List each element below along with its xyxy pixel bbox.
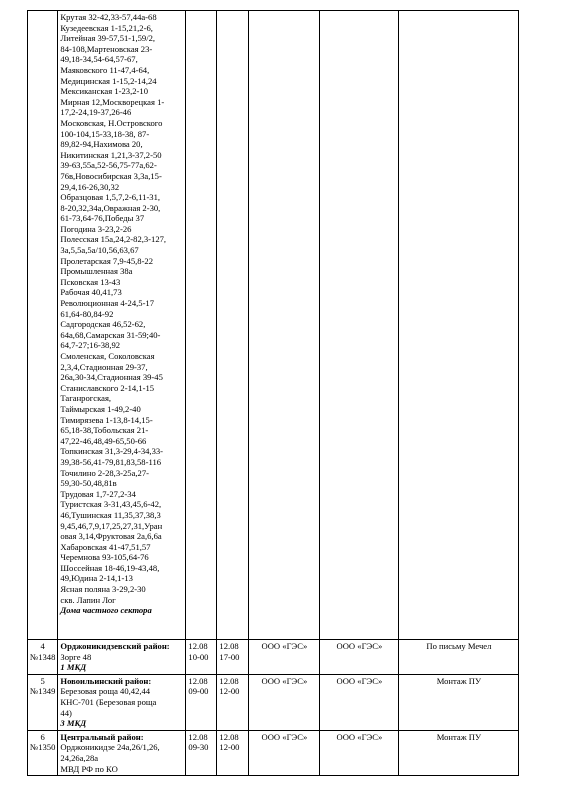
street-line: Рабочая 40,41,73: [60, 287, 122, 298]
street-line: 9,45,46,7,9,17,25,27,31,Уран: [60, 520, 163, 531]
street-line: Литейная 39-57,51-1,59/2,: [60, 33, 156, 44]
address-cell: [58, 11, 186, 640]
street-line: 39-63,55а,52-56,75-77а,62-: [60, 160, 157, 171]
street-line: 47,22-46,48,49-65,50-66: [60, 435, 147, 446]
street-line: Таганрогская,: [60, 393, 112, 404]
end-time: 12-00: [219, 742, 240, 753]
street-line: Пролетарская 7,9-45,8-22: [60, 255, 154, 266]
note-cell: [399, 730, 519, 775]
note-cell: [399, 674, 519, 730]
start-date: 12.08: [188, 731, 208, 742]
start-time: 09-30: [188, 742, 209, 753]
street-line: 2,3,4,Стадионная 29-37,: [60, 361, 148, 372]
street-line: 29,4,16-26,30,32: [60, 181, 120, 192]
address-line: 44): [60, 707, 72, 718]
end-date: 12.08: [219, 675, 239, 686]
street-line: Крутая 32-42,33-57,44а-68: [60, 12, 157, 22]
street-line: 61,64-80,84-92: [60, 308, 114, 319]
table-row: [28, 674, 519, 730]
row-number: 5: [40, 675, 45, 686]
street-line: 65,18-38,Тобольская 21-: [60, 425, 149, 436]
street-line: 8-20,32,34а,Овражная 2-30,: [60, 202, 161, 213]
org2-cell: [320, 730, 399, 775]
address-cell: [58, 640, 186, 675]
end-cell: [217, 730, 249, 775]
address-line: 24,26а,28а: [60, 752, 99, 763]
request-id: №1349: [30, 686, 56, 697]
street-line: Черемнова 93-105,64-76: [60, 552, 149, 563]
street-line: Топкинская 31,3-29,4-34,33-: [60, 446, 164, 457]
address-cell: [58, 674, 186, 730]
street-line: Мирная 12,Москворецкая 1-: [60, 96, 165, 107]
row-number-cell: [28, 730, 58, 775]
table-row: [28, 11, 519, 640]
start-cell: [186, 730, 217, 775]
row-number: 4: [40, 641, 45, 651]
street-line: 46,Тушинская 11,35,37,38,3: [60, 509, 161, 520]
address-line: КНС-701 (Березовая роща: [60, 696, 157, 707]
row-number: 6: [40, 731, 45, 742]
street-line: 26а,30-34,Стадионная 39-45: [60, 372, 163, 383]
organization-2: ООО «ГЭС»: [336, 731, 383, 742]
note-cell: [399, 11, 519, 640]
district-name: Новоильинский район:: [60, 675, 152, 686]
note-text: Монтаж ПУ: [436, 731, 482, 742]
org2-cell: [320, 674, 399, 730]
end-date: 12.08: [219, 641, 239, 651]
table-row: [28, 640, 519, 675]
end-date: 12.08: [219, 731, 239, 742]
row-summary: Дома частного сектора: [60, 605, 152, 616]
outage-table: [27, 10, 519, 776]
street-line: Медицинская 1-15,2-14,24: [60, 75, 157, 86]
street-line: Тимирязева 1-13,8-14,15-: [60, 414, 153, 425]
street-line: Революционная 4-24,5-17: [60, 298, 155, 309]
address-line: Орджоникидзе 24а,26/1,26,: [60, 742, 160, 753]
street-line: Смоленская, Соколовская: [60, 351, 155, 361]
district-name: Центральный район:: [60, 731, 144, 742]
street-line: Псковская 13-43: [60, 276, 121, 287]
street-line: Маяковского 11-47,4-64,: [60, 64, 150, 75]
street-line: Станиславского 2-14,1-15: [60, 382, 155, 393]
address-line: Березовая роща 40,42,44: [60, 686, 151, 697]
end-cell: [217, 640, 249, 675]
start-cell: [186, 674, 217, 730]
street-line: Шоссейная 18-46,19-43,48,: [60, 562, 160, 573]
request-id: №1350: [30, 742, 56, 753]
row-summary: 3 МКД: [60, 718, 87, 729]
street-line: Туристская 3-31,43,45,6-42,: [60, 499, 162, 510]
organization-2: ООО «ГЭС»: [336, 675, 383, 686]
note-cell: [399, 640, 519, 675]
organization: ООО «ГЭС»: [261, 641, 308, 651]
street-line: 64а,68,Самарская 31-59;40-: [60, 329, 161, 340]
street-line: Трудовая 1,7-27,2-34: [60, 488, 136, 499]
end-time: 12-00: [219, 686, 240, 697]
start-date: 12.08: [188, 675, 208, 686]
street-line: 59,30-50,48,81в: [60, 478, 117, 489]
street-line: Точилино 2-28,3-25а,27-: [60, 467, 149, 478]
street-line: Кузедеевская 1-15,21,2-6,: [60, 22, 153, 33]
address-line: МВД РФ по КО: [60, 763, 118, 774]
street-line: 49,Юдина 2-14,1-13: [60, 573, 133, 584]
street-line: скв. Лапин Лог: [60, 594, 116, 605]
org-cell: [249, 730, 320, 775]
org2-cell: [320, 11, 399, 640]
street-line: 76в,Новосибирская 3,3а,15-: [60, 170, 162, 181]
street-line: Мексиканская 1-23,2-10: [60, 86, 148, 97]
start-date: 12.08: [188, 641, 208, 651]
org-cell: [249, 674, 320, 730]
note-text: По письму Мечел: [426, 641, 492, 651]
street-line: Таймырская 1-49,2-40: [60, 403, 141, 414]
start-cell: [186, 640, 217, 675]
street-line: Полесская 15а,24,2-82,3-127,: [60, 234, 167, 245]
table-row: [28, 730, 519, 775]
request-id: №1348: [30, 651, 56, 662]
street-line: Погодина 3-23,2-26: [60, 223, 132, 234]
street-line: Образцовая 1,5,7,2-6,11-31,: [60, 192, 161, 203]
org-cell: [249, 11, 320, 640]
street-line: Садгородская 46,52-62,: [60, 319, 146, 330]
organization-2: ООО «ГЭС»: [336, 641, 383, 651]
end-cell: [217, 11, 249, 640]
organization: ООО «ГЭС»: [261, 731, 308, 742]
start-cell: [186, 11, 217, 640]
address-cell: [58, 730, 186, 775]
row-number-cell: [28, 674, 58, 730]
start-time: 10-00: [188, 651, 209, 662]
street-line: 100-104,15-33,18-38, 87-: [60, 128, 150, 139]
street-line: 3а,5,5а,5а/10,56,63,67: [60, 245, 139, 256]
address-line: Зорге 48: [60, 651, 92, 662]
street-line: 17,2-24,19-37,26-46: [60, 107, 132, 118]
row-summary: 1 МКД: [60, 662, 87, 673]
street-list: [60, 12, 183, 605]
end-cell: [217, 674, 249, 730]
street-line: 49,18-34,54-64,57-67,: [60, 54, 138, 65]
street-line: Ясная поляна 3-29,2-30: [60, 584, 146, 595]
end-time: 17-00: [219, 651, 240, 662]
start-time: 09-00: [188, 686, 209, 697]
street-line: Московская, Н.Островского: [60, 117, 163, 128]
street-line: Никитинская 1,21,3-37,2-50: [60, 149, 162, 160]
street-line: 89,82-94,Нахимова 20,: [60, 139, 143, 150]
org2-cell: [320, 640, 399, 675]
row-number-cell: [28, 640, 58, 675]
street-line: Промышленная 38а: [60, 266, 133, 277]
street-line: Хабаровская 41-47,51,57: [60, 541, 151, 552]
street-line: 84-108,Мартеновская 23-: [60, 43, 153, 54]
row-number-cell: [28, 11, 58, 640]
organization: ООО «ГЭС»: [261, 675, 308, 686]
street-line: 39,38-56,41-79,81,83,58-116: [60, 456, 162, 467]
street-line: овая 3,14,Фруктовая 2а,6,6а: [60, 531, 162, 542]
street-line: 64,7-27;16-38,92: [60, 340, 121, 351]
street-line: 61-73,64-76,Победы 37: [60, 213, 145, 224]
district-name: Орджоникидзевский район:: [60, 641, 170, 651]
note-text: Монтаж ПУ: [436, 675, 482, 686]
org-cell: [249, 640, 320, 675]
